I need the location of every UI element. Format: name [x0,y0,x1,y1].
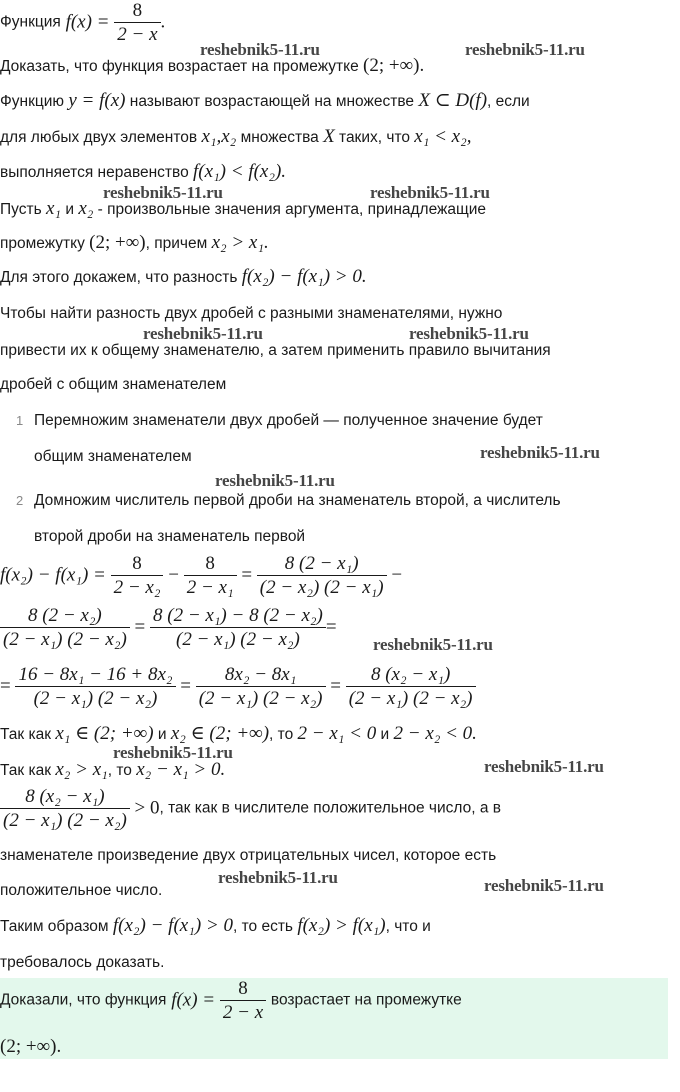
watermark: reshebnik5-11.ru [484,876,604,895]
definition-line-3: выполняется неравенство f(x₁) < f(x₂). [0,161,287,182]
problem-statement: Функция f(x) = $\frac{8}{2 - x}$ . [0,0,166,45]
setup-line-1: Пусть x₁ и x₂ - произвольные значения аргумента, принадлежащие [0,198,487,219]
step-2-line-1: 2 Домножим числитель первой дроби на знаменатель второй, а числитель [0,490,561,512]
watermark: reshebnik5-11.ru [465,40,585,59]
method-line-1: Чтобы найти разность двух дробей с разными знаменателями, нужно [0,305,503,322]
method-line-2: привести их к общему знаменателю, а затем применить правило вычитания [0,342,551,359]
watermark: reshebnik5-11.ru [215,471,335,490]
step-2-number: 2 [16,493,24,508]
step-1-line-1: 1 Перемножим знаменатели двух дробей — полученное значение будет [0,410,543,432]
method-line-3: дробей с общим знаменателем [0,376,227,393]
calc-row-1: f(x₂) − f(x₁) = $\frac{8}{\text{2 − x₂}}$ − $\frac{8}{\text{2 − x₁}}$ = $\frac{\text{8 (2 − x₁)}}{\text{(2 − x₂) (2 − x₁)}}$ − [0,553,403,598]
result-line-1: Доказали, что функция f(x) = $\frac{8}{2 - x}$ возрастает на промежутке [0,978,462,1023]
watermark: reshebnik5-11.ru [218,868,338,887]
calc-row-2: $\frac{\text{8 (2 − x₂)}}{\text{(2 − x₁) (2 − x₂)}}$ = $\frac{\text{8 (2 − x₁) − 8 (2 − x₂)}}{\text{(2 − x₁) (2 − x₂)}}$ = [0,605,337,650]
step-1-number: 1 [16,413,24,428]
conclusion-line-2: требовалось доказать. [0,954,165,971]
watermark: reshebnik5-11.ru [200,40,320,59]
setup-line-2: промежутку (2; +∞), причем x₂ > x₁. [0,232,269,253]
watermark: reshebnik5-11.ru [409,324,529,343]
step-1-line-2: общим знаменателем [34,448,192,465]
watermark: reshebnik5-11.ru [480,443,600,462]
conclusion-line-1: Таким образом f(x₂) − f(x₁) > 0, то есть f(x₂) > f(x₁), что и [0,915,431,936]
result-fraction: $\frac{8}{2 - x}$ [220,978,266,1023]
since-line-5: положительное число. [0,882,163,899]
watermark: reshebnik5-11.ru [373,635,493,654]
result-line-2: (2; +∞). [0,1036,62,1057]
since-line-4: знаменателе произведение двух отрицательных чисел, которое есть [0,847,497,864]
problem-task: Доказать, что функция возрастает на промежутке (2; +∞). [0,55,425,76]
watermark: reshebnik5-11.ru [484,757,604,776]
problem-fraction: $\frac{8}{2 - x}$ [114,0,160,45]
setup-line-3: Для этого докажем, что разность f(x₂) − f(x₁) > 0. [0,266,367,287]
definition-line-2: для любых двух элементов x₁,x₂ множества X таких, что x₁ < x₂, [0,126,472,147]
watermark: reshebnik5-11.ru [143,324,263,343]
since-line-3: $\frac{\text{8 (x₂ − x₁)}}{\text{(2 − x₁) (2 − x₂)}}$ > 0, так как в числителе положительное число, а в [0,786,501,831]
watermark: reshebnik5-11.ru [113,743,233,762]
definition-line-1: Функцию y = f(x) называют возрастающей на множестве X ⊂ D(f), если [0,90,530,111]
since-line-2: Так как x₂ > x₁, то x₂ − x₁ > 0. [0,759,226,780]
since-line-1: Так как x₁ ∈ (2; +∞) и x₂ ∈ (2; +∞), то 2 − x₁ < 0 и 2 − x₂ < 0. [0,723,477,744]
watermark: reshebnik5-11.ru [103,183,223,202]
watermark: reshebnik5-11.ru [370,183,490,202]
calc-row-3: = $\frac{\text{16 − 8x₁ − 16 + 8x₂}}{\text{(2 − x₁) (2 − x₂)}}$ = $\frac{\text{8x₂ − 8x₁}}{\text{(2 − x₁) (2 − x₂)}}$ = $\frac{\text{8 (x₂ − x₁)}}{\text{(2 − x₁) (2 − x₂)}}$ [0,664,476,709]
step-2-line-2: второй дроби на знаменатель первой [34,528,306,545]
